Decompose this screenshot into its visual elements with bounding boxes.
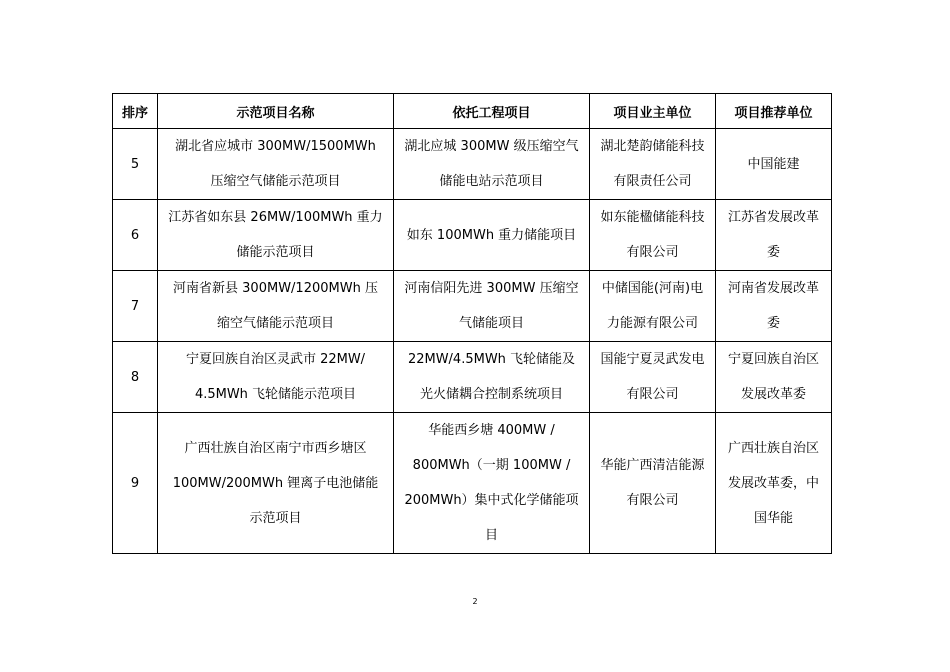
project-name-cell: 湖北省应城市 300MW/1500MWh 压缩空气储能示范项目 (158, 129, 394, 200)
base-project-cell: 如东 100MWh 重力储能项目 (394, 200, 590, 271)
recommender-cell: 宁夏回族自治区 发展改革委 (716, 342, 832, 413)
base-project-cell: 湖北应城 300MW 级压缩空气 储能电站示范项目 (394, 129, 590, 200)
recommender-cell: 广西壮族自治区 发展改革委，中 国华能 (716, 413, 832, 554)
demo-project-table (112, 93, 832, 554)
owner-cell: 国能宁夏灵武发电 有限公司 (590, 342, 716, 413)
table-row (113, 200, 832, 271)
project-name-cell: 广西壮族自治区南宁市西乡塘区 100MW/200MWh 锂离子电池储能 示范项目 (158, 413, 394, 554)
header-rank: 排序 (113, 94, 158, 129)
table-header-row (113, 94, 832, 129)
header-base-project: 依托工程项目 (394, 94, 590, 129)
base-project-cell: 华能西乡塘 400MW / 800MWh（一期 100MW / 200MWh）集中式化学储能项 目 (394, 413, 590, 554)
rank-cell: 7 (113, 271, 158, 342)
table-row (113, 342, 832, 413)
owner-cell: 湖北楚韵储能科技 有限责任公司 (590, 129, 716, 200)
table-row (113, 271, 832, 342)
project-name-cell: 河南省新县 300MW/1200MWh 压 缩空气储能示范项目 (158, 271, 394, 342)
base-project-cell: 22MW/4.5MWh 飞轮储能及 光火储耦合控制系统项目 (394, 342, 590, 413)
owner-cell: 如东能楹储能科技 有限公司 (590, 200, 716, 271)
project-name-cell: 宁夏回族自治区灵武市 22MW/ 4.5MWh 飞轮储能示范项目 (158, 342, 394, 413)
rank-cell: 5 (113, 129, 158, 200)
recommender-cell: 河南省发展改革 委 (716, 271, 832, 342)
table-row (113, 413, 832, 554)
recommender-cell: 中国能建 (716, 129, 832, 200)
rank-cell: 8 (113, 342, 158, 413)
page-number: 2 (472, 597, 478, 606)
rank-cell: 9 (113, 413, 158, 554)
header-owner: 项目业主单位 (590, 94, 716, 129)
recommender-cell: 江苏省发展改革 委 (716, 200, 832, 271)
table-row (113, 129, 832, 200)
header-project-name: 示范项目名称 (158, 94, 394, 129)
project-name-cell: 江苏省如东县 26MW/100MWh 重力 储能示范项目 (158, 200, 394, 271)
owner-cell: 中储国能(河南)电 力能源有限公司 (590, 271, 716, 342)
owner-cell: 华能广西清洁能源 有限公司 (590, 413, 716, 554)
base-project-cell: 河南信阳先进 300MW 压缩空 气储能项目 (394, 271, 590, 342)
header-recommender: 项目推荐单位 (716, 94, 832, 129)
rank-cell: 6 (113, 200, 158, 271)
